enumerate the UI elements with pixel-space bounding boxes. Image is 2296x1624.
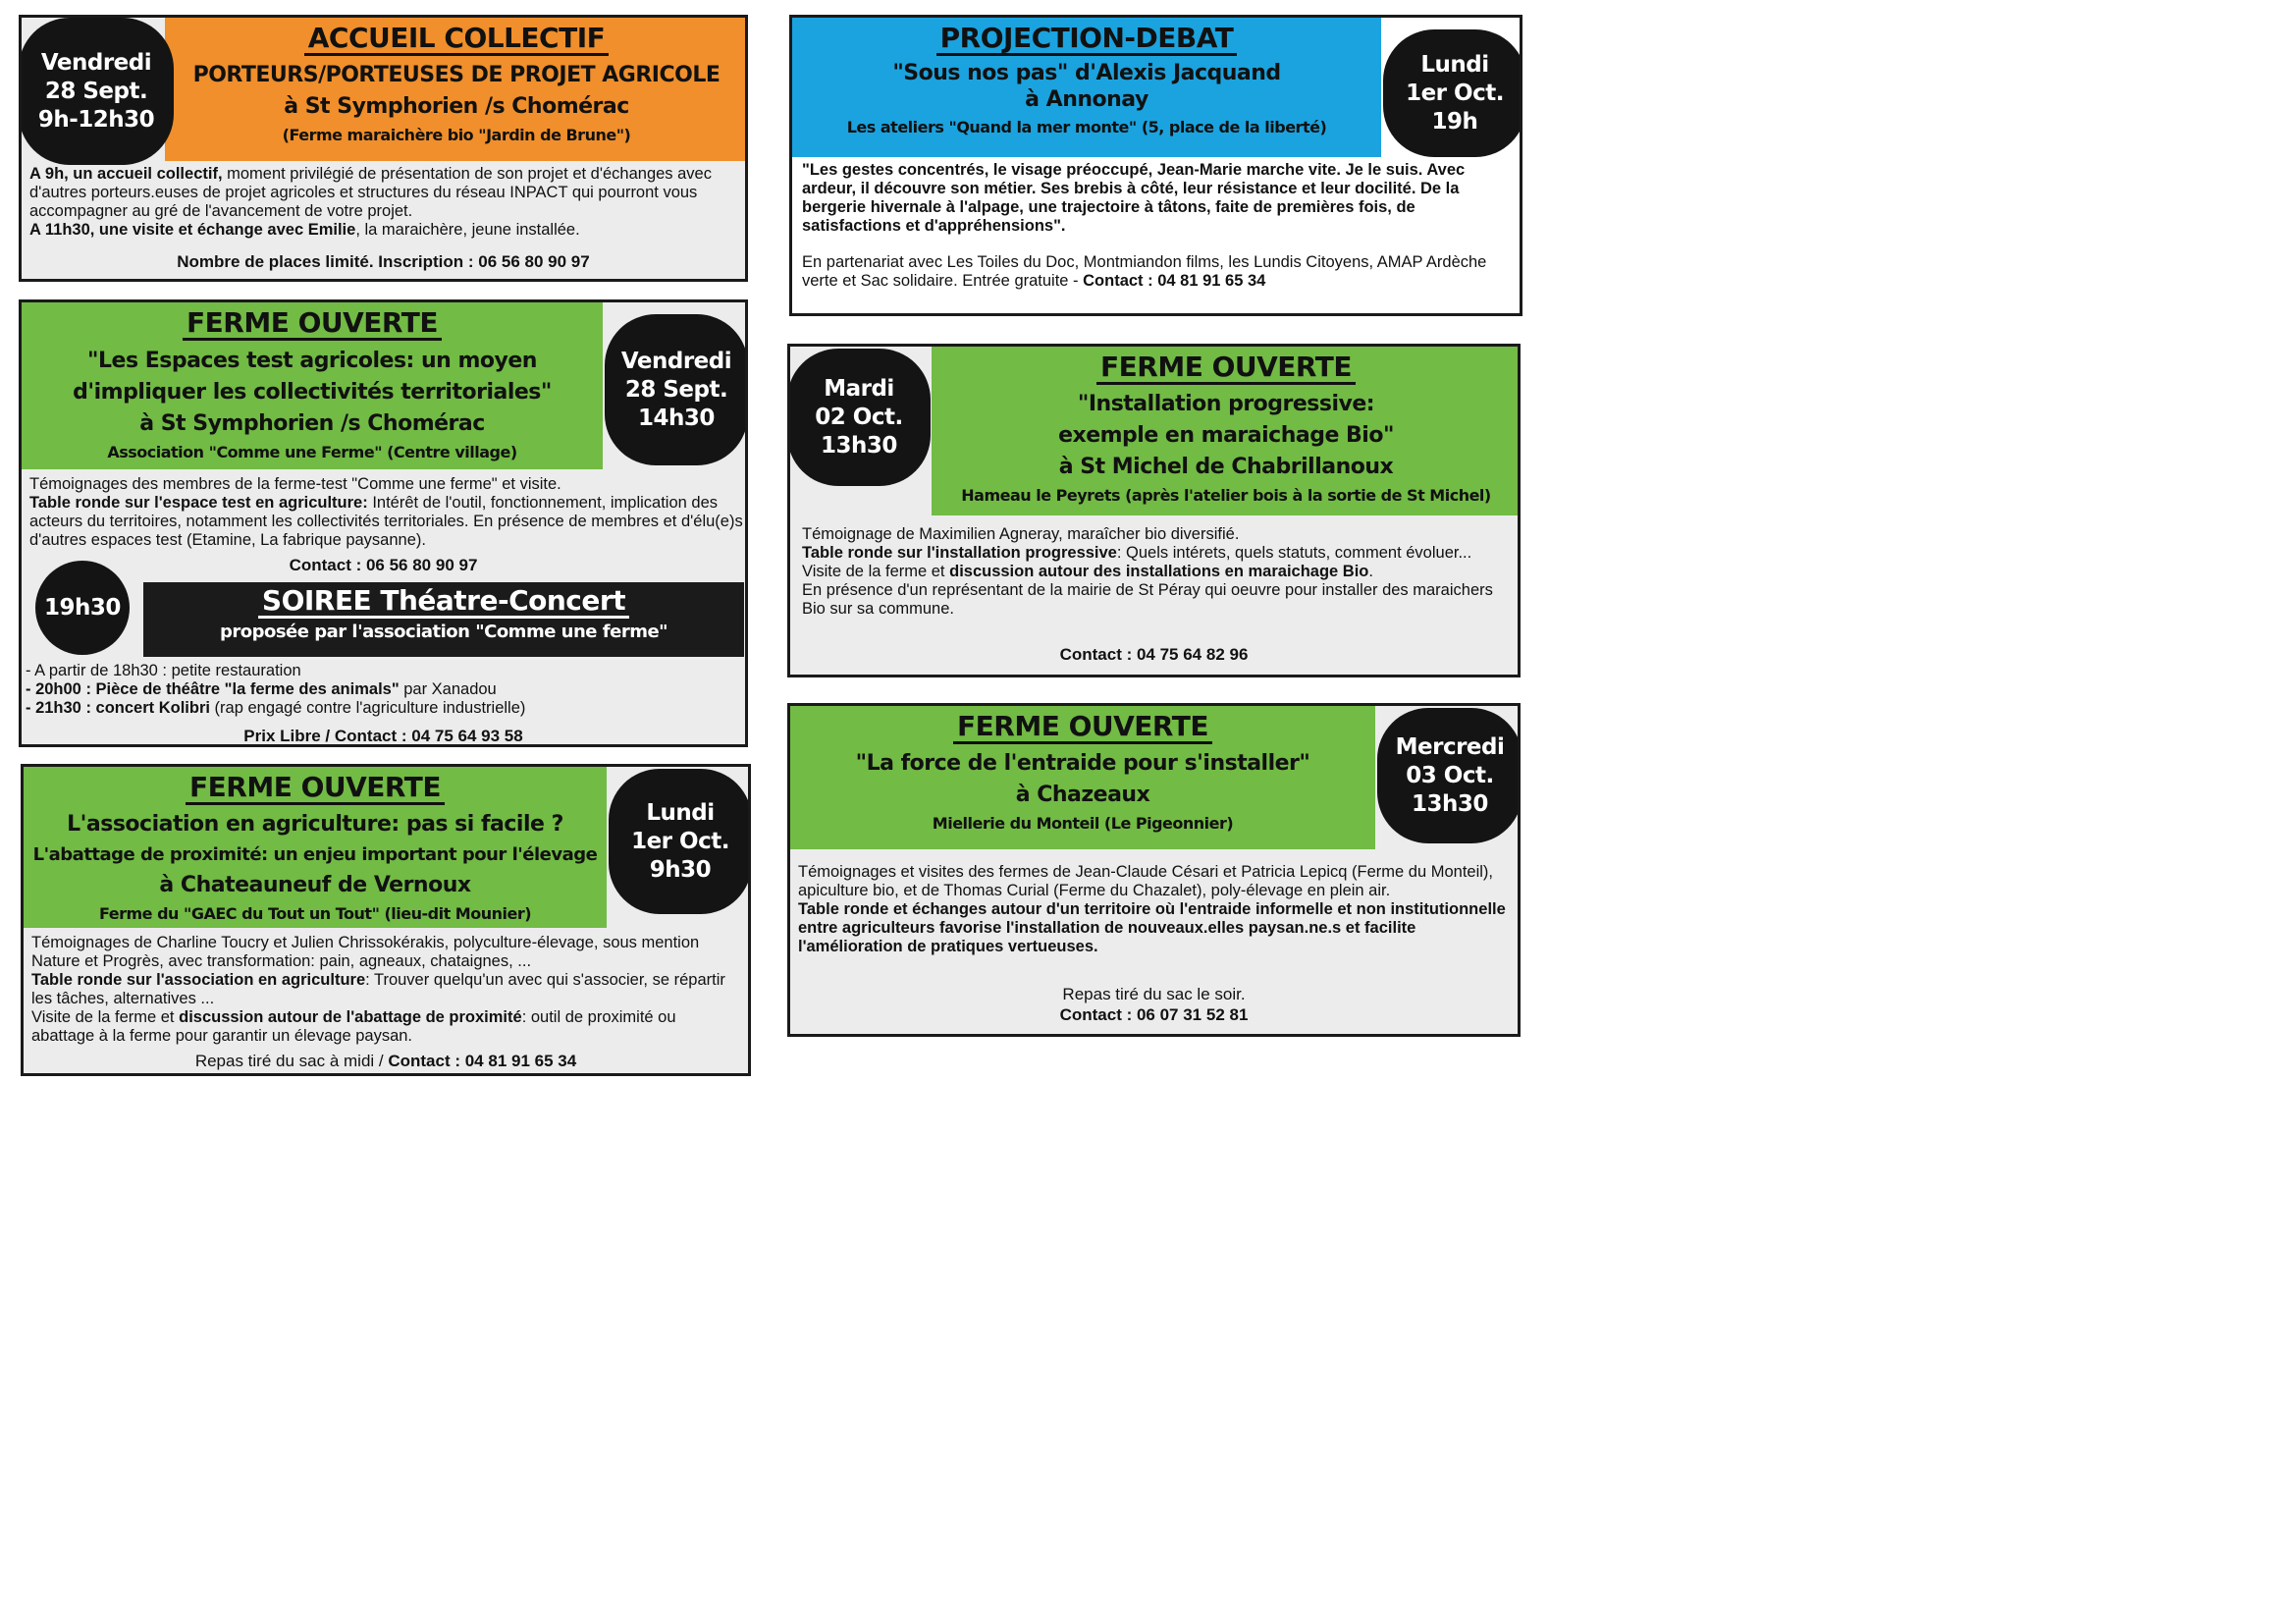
contact-phone: Contact : 04 81 91 65 34 <box>1083 272 1266 290</box>
text-bold: A 9h, un accueil collectif, <box>29 165 223 183</box>
event-place: à St Michel de Chabrillanoux <box>1058 455 1394 480</box>
event-title: PROJECTION-DEBAT <box>936 24 1238 56</box>
text: Témoignages de Charline Toucry et Julien Chrissokérakis, polyculture-élevage, sous mention Nature et Progrès, avec transformation: pain, agneaux, chataignes, ... <box>31 934 700 970</box>
date-date: 02 Oct. <box>815 404 903 430</box>
date-time: 13h30 <box>1412 790 1488 817</box>
date-time: 9h30 <box>649 856 712 883</box>
event-subtitle: "La force de l'entraide pour s'installer" <box>855 751 1310 777</box>
card-entraide <box>787 703 1521 1037</box>
text-bold: A 11h30, une visite et échange avec Emilie <box>29 221 356 239</box>
event-venue: Les ateliers "Quand la mer monte" (5, place de la liberté) <box>846 118 1327 137</box>
card-installation-progressive <box>787 344 1521 677</box>
event-subtitle: L'abattage de proximité: un enjeu important pour l'élevage <box>32 844 598 866</box>
card-espaces-test <box>19 299 748 747</box>
event-subtitle: d'impliquer les collectivités territoriales" <box>73 380 552 406</box>
text: : Quels intérets, quels statuts, comment évoluer... <box>1116 544 1472 562</box>
text: . <box>1368 563 1373 580</box>
text: Témoignages et visites des fermes de Jean-Claude Césari et Patricia Lepicq (Ferme du Monteil), apiculture bio, et de Thomas Curial (Ferme du Chazalet), poly-élevage en plein air. <box>798 863 1493 899</box>
text: Repas tiré du sac à midi / <box>194 1052 389 1070</box>
date-time: 19h30 <box>44 594 121 621</box>
date-time: 19h <box>1431 108 1478 135</box>
text-bold: Table ronde sur l'espace test en agriculture: <box>29 494 368 512</box>
text-bold: discussion autour de l'abattage de proximité <box>179 1008 522 1026</box>
event-place: à Annonay <box>1025 87 1148 113</box>
card-association <box>21 764 751 1076</box>
date-day: Lundi <box>1420 51 1489 78</box>
header-band <box>790 706 1375 849</box>
time-badge <box>35 561 130 655</box>
date-badge <box>1383 29 1522 157</box>
text: , la maraichère, jeune installée. <box>355 221 580 239</box>
text: En partenariat avec Les Toiles du Doc, Montmiandon films, les Lundis Citoyens, AMAP Ardèche verte et Sac solidaire. Entrée gratuite - <box>802 253 1487 290</box>
date-day: Mercredi <box>1395 733 1505 760</box>
date-time: 13h30 <box>821 432 897 459</box>
repas-line <box>790 985 1518 1004</box>
date-badge <box>605 314 748 465</box>
event-description <box>29 475 746 550</box>
event-description <box>802 253 1514 291</box>
date-date: 1er Oct. <box>1406 80 1504 106</box>
date-date: 28 Sept. <box>624 376 728 403</box>
text: (rap engagé contre l'agriculture industrielle) <box>209 699 526 717</box>
soiree-program <box>26 662 742 718</box>
date-day: Vendredi <box>40 49 152 76</box>
date-day: Lundi <box>646 799 715 826</box>
event-subtitle: "Les Espaces test agricoles: un moyen <box>87 349 537 374</box>
event-subtitle: "Installation progressive: <box>1077 392 1375 417</box>
text: Repas tiré du sac le soir. <box>1062 985 1246 1003</box>
text: moment privilégié de présentation de son projet et d'échanges avec d'autres porteurs.euses de projet agricoles et structures du réseau INPACT qui pourront vous accompagner au gré de l'avancement de votre projet. <box>29 165 712 220</box>
header-band <box>165 18 748 161</box>
text: Témoignage de Maximilien Agneray, maraîcher bio diversifié. <box>802 525 1240 543</box>
card-accueil-collectif <box>19 15 748 282</box>
contact-line: Nombre de places limité. Inscription : 06 56 80 90 97 <box>177 252 590 271</box>
event-subtitle: L'association en agriculture: pas si facile ? <box>67 812 563 838</box>
event-title: ACCUEIL COLLECTIF <box>304 24 610 56</box>
event-title: SOIREE Théatre-Concert <box>258 586 629 619</box>
contact-phone: Contact : 04 81 91 65 34 <box>388 1052 577 1070</box>
date-day: Mardi <box>824 375 894 402</box>
card-projection-debat <box>789 15 1522 316</box>
text-bold: "Les gestes concentrés, le visage préoccupé, Jean-Marie marche vite. Je le suis. Avec ardeur, il découvre son métier. Ses brebis à côté, leur résistance et leur docilité. De la bergerie hivernale à l'alpage, une trajectoire à tâtons, faite de premières fois, de satisfactions et d'appréhensions". <box>802 161 1466 235</box>
text: En présence d'un représentant de la mairie de St Péray qui oeuvre pour installer des maraichers Bio sur sa commune. <box>802 581 1493 618</box>
header-band <box>932 347 1521 515</box>
event-subtitle: exemple en maraichage Bio" <box>1058 423 1394 449</box>
event-place: à Chazeaux <box>1015 783 1150 808</box>
text-bold: Table ronde sur l'association en agriculture <box>31 971 366 989</box>
date-time: 14h30 <box>638 405 715 431</box>
text-bold: - 20h00 : Pièce de théâtre "la ferme des animals" <box>26 680 400 698</box>
event-place: à St Symphorien /s Chomérac <box>284 94 629 120</box>
date-badge <box>609 769 751 914</box>
text-bold: - 21h30 : concert Kolibri <box>26 699 210 717</box>
text-bold: Table ronde et échanges autour d'un territoire où l'entraide informelle et non institutionnelle entre agriculteurs favorise l'installation de nouveaux.elles paysan.ne.s et facilite l'amélioration de pratiques vertueuses. <box>798 900 1506 955</box>
event-description <box>802 525 1514 619</box>
event-title: FERME OUVERTE <box>1096 352 1356 385</box>
text: : outil de proximité ou abattage à la ferme pour garantir un élevage paysan. <box>31 1008 676 1045</box>
date-badge <box>19 18 174 165</box>
text: - A partir de 18h30 : petite restauration <box>26 662 301 679</box>
date-time: 9h-12h30 <box>37 106 155 133</box>
contact-line: Contact : 06 07 31 52 81 <box>1059 1005 1249 1024</box>
event-title: FERME OUVERTE <box>183 308 442 341</box>
event-venue: Miellerie du Monteil (Le Pigeonnier) <box>932 814 1234 834</box>
date-date: 28 Sept. <box>44 78 148 104</box>
text-bold: Table ronde sur l'installation progressive <box>802 544 1117 562</box>
event-description <box>29 165 744 240</box>
event-venue: Association "Comme une Ferme" (Centre village) <box>107 443 517 462</box>
contact-line <box>24 1052 748 1071</box>
date-date: 1er Oct. <box>631 828 729 854</box>
event-subtitle: proposée par l'association "Comme une ferme" <box>219 622 668 643</box>
header-band <box>22 302 603 469</box>
event-venue: Ferme du "GAEC du Tout un Tout" (lieu-dit Mounier) <box>98 904 532 924</box>
soiree-band <box>143 582 744 657</box>
event-subtitle: PORTEURS/PORTEUSES DE PROJET AGRICOLE <box>192 63 721 88</box>
header-band <box>792 18 1381 157</box>
date-badge <box>1377 708 1521 843</box>
date-badge <box>787 349 931 486</box>
event-subtitle: "Sous nos pas" d'Alexis Jacquand <box>892 61 1281 86</box>
header-band <box>24 767 607 928</box>
event-description <box>798 863 1513 956</box>
event-description <box>31 934 740 1046</box>
contact-line: Contact : 06 56 80 90 97 <box>289 556 478 574</box>
text: Témoignages des membres de la ferme-test "Comme une ferme" et visite. <box>29 475 561 493</box>
text-bold: discussion autour des installations en maraichage Bio <box>949 563 1369 580</box>
text: Intérêt de l'outil, fonctionnement, implication des acteurs du territoires, notamment les collectivités territoriales. En présence de membres et d'élu(e)s d'autres espaces test (Etamine, La fabrique paysanne). <box>29 494 743 549</box>
event-venue: (Ferme maraichère bio "Jardin de Brune") <box>282 126 631 145</box>
film-quote <box>802 161 1509 236</box>
event-place: à St Symphorien /s Chomérac <box>139 411 485 437</box>
event-venue: Hameau le Peyrets (après l'atelier bois à la sortie de St Michel) <box>961 486 1491 506</box>
text: Visite de la ferme et <box>802 563 950 580</box>
contact-line: Prix Libre / Contact : 04 75 64 93 58 <box>243 727 523 745</box>
contact-line: Contact : 04 75 64 82 96 <box>1059 645 1249 664</box>
event-title: FERME OUVERTE <box>186 773 445 805</box>
event-title: FERME OUVERTE <box>953 712 1212 744</box>
date-day: Vendredi <box>620 348 732 374</box>
text: : Trouver quelqu'un avec qui s'associer, se répartir les tâches, alternatives ... <box>31 971 725 1007</box>
text: Visite de la ferme et <box>31 1008 180 1026</box>
text: par Xanadou <box>399 680 497 698</box>
event-place: à Chateauneuf de Vernoux <box>159 873 471 898</box>
date-date: 03 Oct. <box>1406 762 1494 788</box>
